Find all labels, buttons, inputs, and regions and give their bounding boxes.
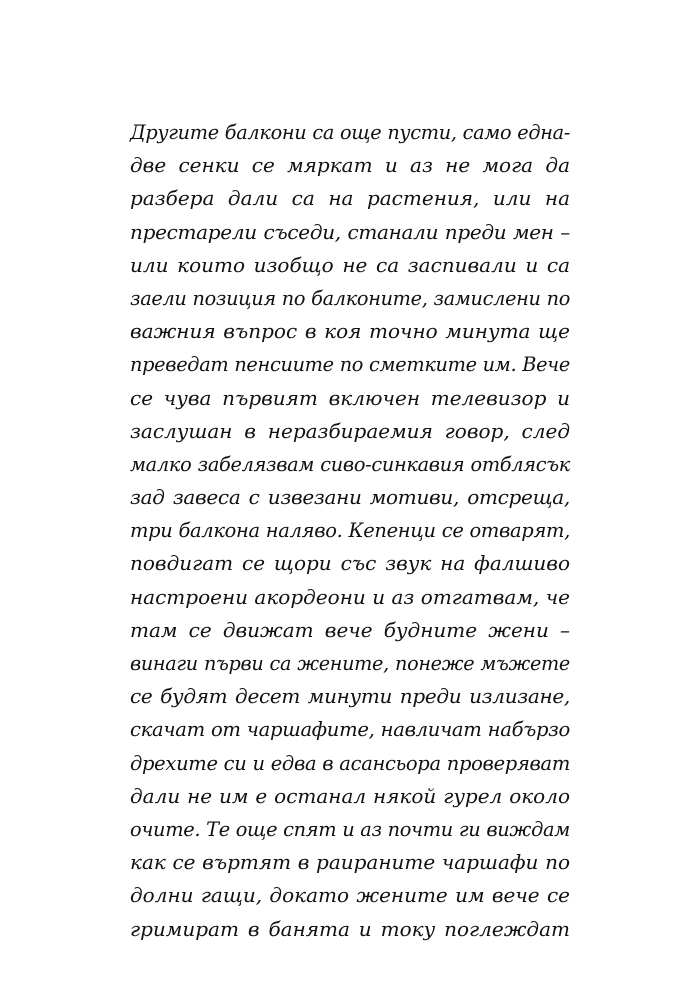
text-line: дрехите си и едва в асансьора проверяват	[130, 751, 570, 775]
text-line: разбера дали са на растения, или на	[130, 186, 570, 211]
text-line: гримират в банята и току поглеждат	[130, 916, 570, 941]
text-line: долни гащи, докато жените им вече се	[130, 883, 570, 908]
text-line: две сенки се мяркат и аз не мога да	[130, 153, 570, 178]
text-line: винаги първи са жените, понеже мъжете	[130, 652, 570, 675]
text-line: или които изобщо не са заспивали и са	[130, 252, 570, 277]
text-line: заели позиция по балконите, замислени по	[130, 286, 570, 310]
text-line: престарели съседи, станали преди мен –	[130, 219, 570, 244]
text-line: се будят десет минути преди излизане,	[130, 684, 570, 709]
text-line: зад завеса с извезани мотиви, отсреща,	[130, 485, 570, 510]
text-line: повдигат се щори със звук на фалшиво	[130, 551, 570, 576]
text-line: там се движат вече будните жени –	[130, 617, 570, 642]
text-line: малко забелязвам сиво-синкавия отблясък	[130, 452, 570, 476]
text-line: дали не им е останал някой гурел около	[130, 783, 570, 808]
text-line: заслушан в неразбираемия говор, след	[130, 418, 570, 443]
text-line: очите. Те още спят и аз почти ги виждам	[130, 817, 570, 841]
text-line: как се въртят в раираните чаршафи по	[130, 850, 570, 875]
text-line: Другите балкони са още пусти, само една-	[130, 121, 570, 144]
text-line: се чува първият включен телевизор и	[130, 385, 570, 410]
text-line: преведат пенсиите по сметките им. Вече	[130, 353, 570, 377]
text-line: настроени акордеони и аз отгатвам, че	[130, 584, 570, 609]
text-line: скачат от чаршафите, навличат набързо	[130, 718, 570, 742]
body-text	[130, 116, 570, 946]
text-line: важния въпрос в коя точно минута ще	[130, 319, 570, 344]
text-line: три балкона наляво. Кепенци се отварят,	[130, 519, 570, 543]
